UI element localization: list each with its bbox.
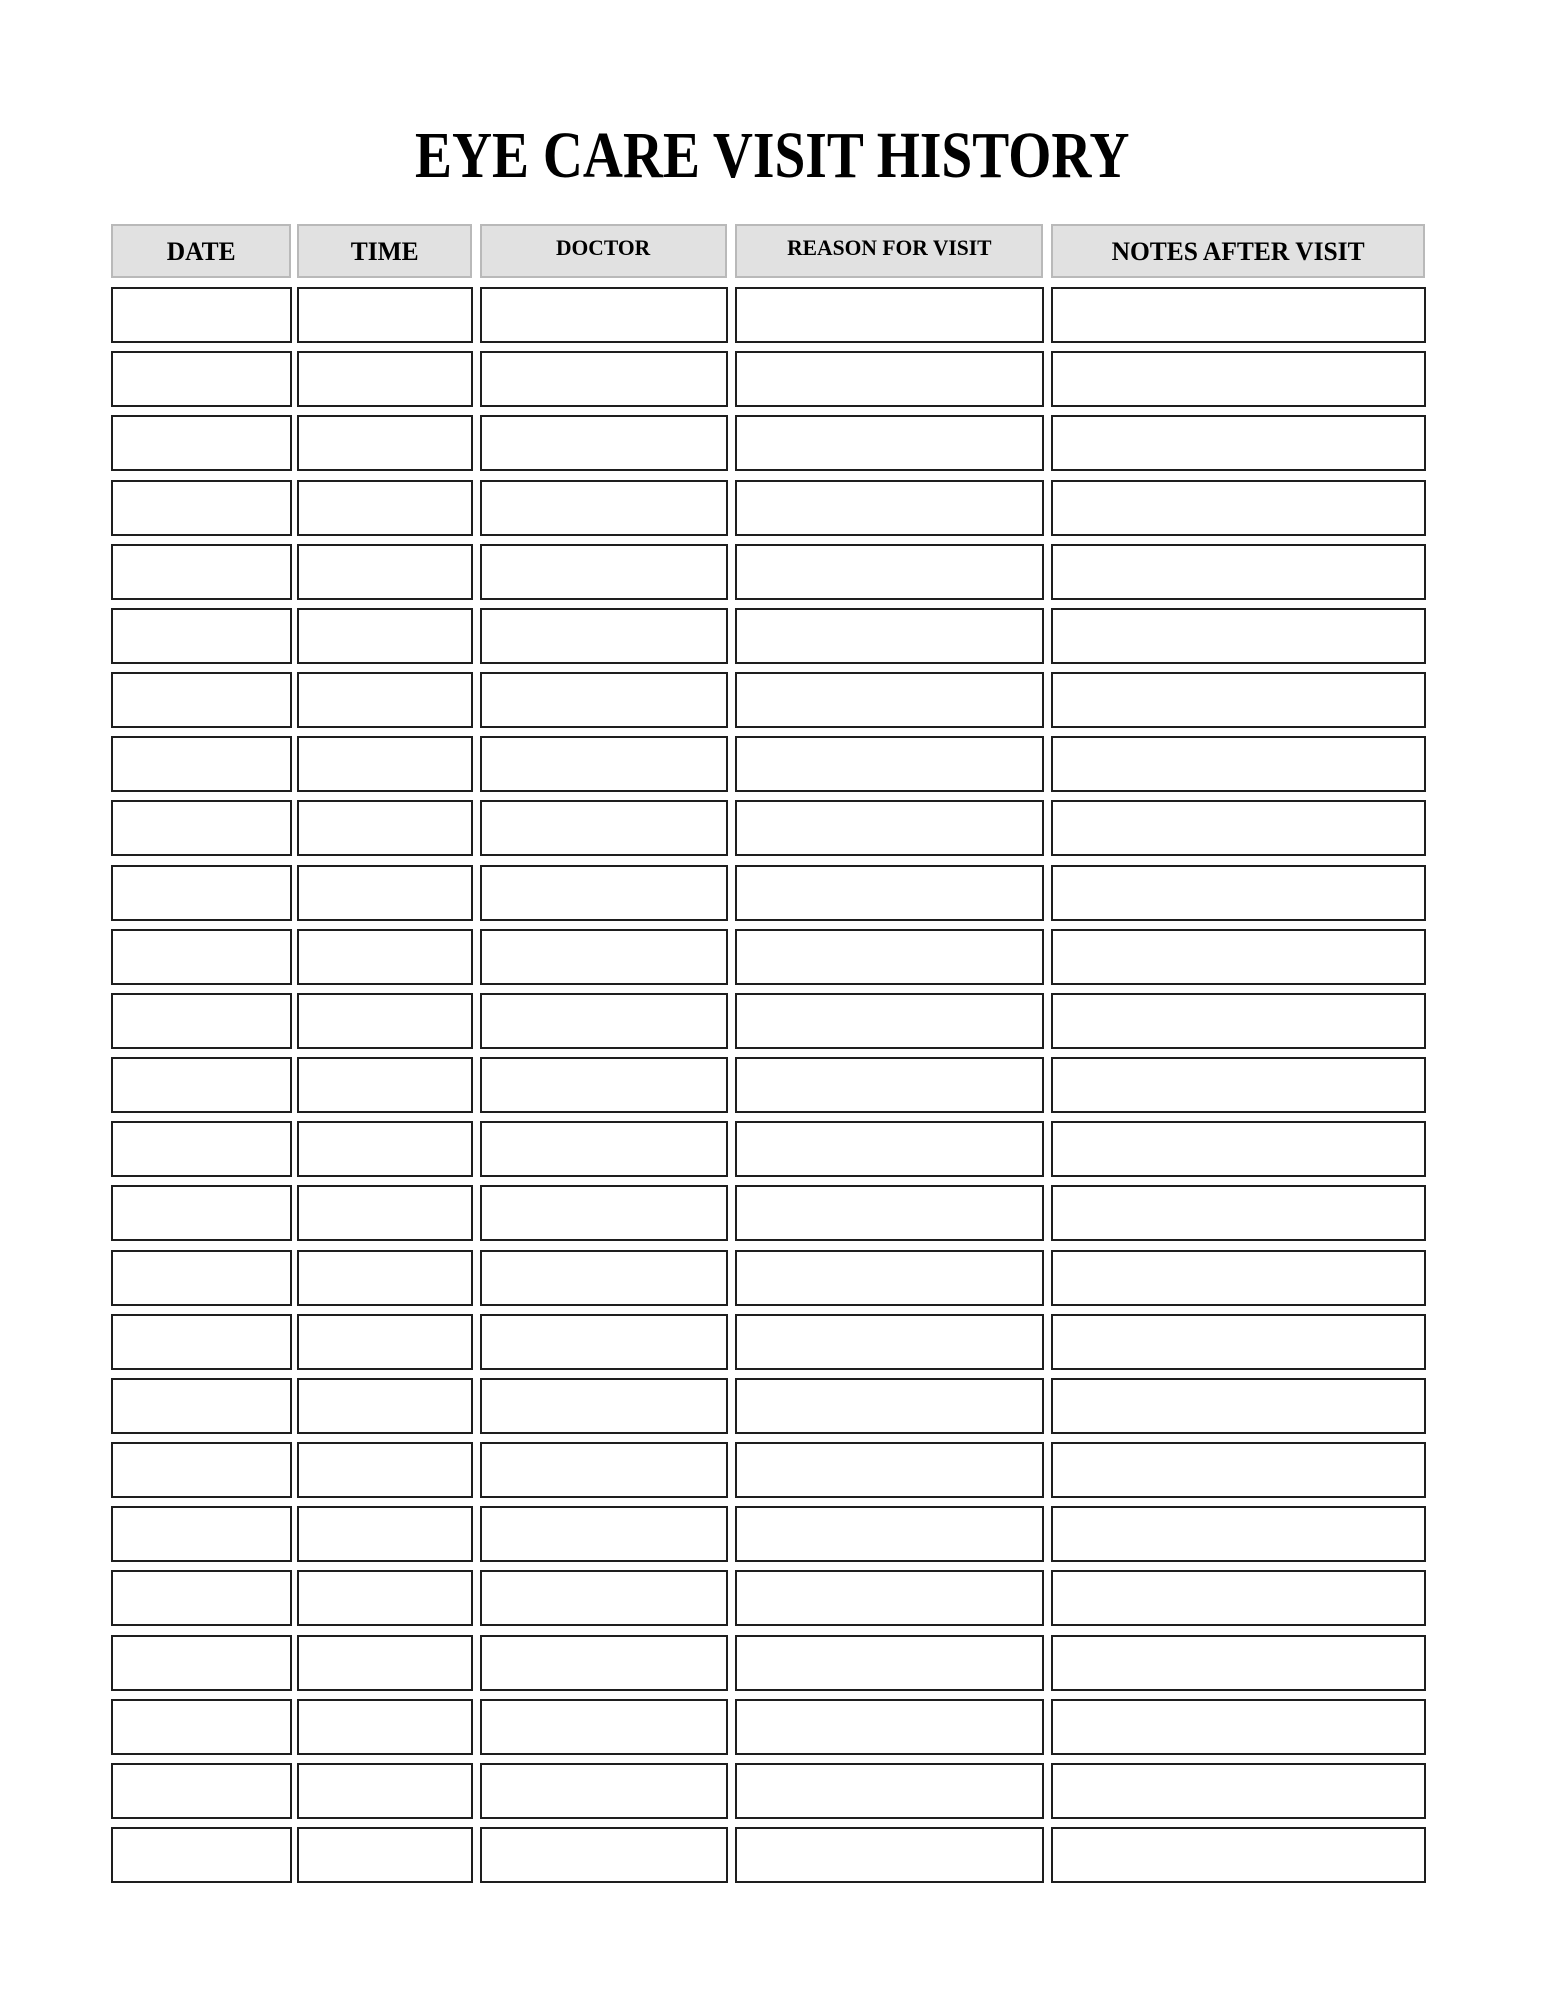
column-header-notes bbox=[1051, 224, 1425, 278]
entry-field-reason[interactable] bbox=[735, 1506, 1044, 1562]
entry-field-notes[interactable] bbox=[1051, 1763, 1426, 1819]
entry-field-time[interactable] bbox=[297, 480, 473, 536]
entry-field-notes[interactable] bbox=[1051, 1442, 1426, 1498]
entry-field-reason[interactable] bbox=[735, 608, 1044, 664]
entry-field-doctor[interactable] bbox=[480, 672, 728, 728]
entry-field-time[interactable] bbox=[297, 993, 473, 1049]
entry-field-time[interactable] bbox=[297, 1570, 473, 1626]
entry-field-time[interactable] bbox=[297, 1442, 473, 1498]
entry-field-time[interactable] bbox=[297, 351, 473, 407]
entry-field-date[interactable] bbox=[111, 1827, 292, 1883]
entry-field-reason[interactable] bbox=[735, 1442, 1044, 1498]
entry-field-doctor[interactable] bbox=[480, 1827, 728, 1883]
column-header-date bbox=[111, 224, 291, 278]
entry-field-date[interactable] bbox=[111, 1635, 292, 1691]
column-header-doctor-label: DOCTOR bbox=[556, 235, 651, 260]
entry-field-reason[interactable] bbox=[735, 1057, 1044, 1113]
entry-field-date[interactable] bbox=[111, 929, 292, 985]
entry-field-notes[interactable] bbox=[1051, 1378, 1426, 1434]
entry-field-time[interactable] bbox=[297, 1378, 473, 1434]
entry-field-notes[interactable] bbox=[1051, 1635, 1426, 1691]
column-header-date-label: DATE bbox=[166, 237, 236, 266]
entry-field-time[interactable] bbox=[297, 1314, 473, 1370]
entry-field-reason[interactable] bbox=[735, 929, 1044, 985]
page-title bbox=[0, 118, 1545, 194]
entry-field-reason[interactable] bbox=[735, 1763, 1044, 1819]
entry-field-date[interactable] bbox=[111, 1250, 292, 1306]
entry-field-notes[interactable] bbox=[1051, 993, 1426, 1049]
entry-field-doctor[interactable] bbox=[480, 1635, 728, 1691]
entry-field-date[interactable] bbox=[111, 1570, 292, 1626]
entry-field-reason[interactable] bbox=[735, 1314, 1044, 1370]
entry-field-reason[interactable] bbox=[735, 1570, 1044, 1626]
entry-field-doctor[interactable] bbox=[480, 1314, 728, 1370]
column-header-reason bbox=[735, 224, 1043, 278]
entry-field-reason[interactable] bbox=[735, 993, 1044, 1049]
entry-field-doctor[interactable] bbox=[480, 1185, 728, 1241]
entry-field-notes[interactable] bbox=[1051, 865, 1426, 921]
entry-field-time[interactable] bbox=[297, 736, 473, 792]
entry-field-doctor[interactable] bbox=[480, 736, 728, 792]
entry-field-notes[interactable] bbox=[1051, 287, 1426, 343]
entry-field-reason[interactable] bbox=[735, 1699, 1044, 1755]
entry-field-doctor[interactable] bbox=[480, 865, 728, 921]
entry-field-doctor[interactable] bbox=[480, 1506, 728, 1562]
page-title-text: EYE CARE VISIT HISTORY bbox=[415, 119, 1130, 192]
entry-field-notes[interactable] bbox=[1051, 736, 1426, 792]
entry-field-notes[interactable] bbox=[1051, 480, 1426, 536]
entry-field-time[interactable] bbox=[297, 1057, 473, 1113]
entry-field-time[interactable] bbox=[297, 1121, 473, 1177]
entry-field-time[interactable] bbox=[297, 1185, 473, 1241]
column-header-reason-label: REASON FOR VISIT bbox=[786, 235, 992, 260]
entry-field-notes[interactable] bbox=[1051, 1570, 1426, 1626]
entry-field-time[interactable] bbox=[297, 415, 473, 471]
entry-field-reason[interactable] bbox=[735, 1250, 1044, 1306]
entry-field-time[interactable] bbox=[297, 1506, 473, 1562]
entry-field-time[interactable] bbox=[297, 929, 473, 985]
entry-field-date[interactable] bbox=[111, 1763, 292, 1819]
entry-field-reason[interactable] bbox=[735, 1121, 1044, 1177]
column-header-doctor bbox=[480, 224, 727, 278]
entry-field-notes[interactable] bbox=[1051, 351, 1426, 407]
entry-field-date[interactable] bbox=[111, 1185, 292, 1241]
entry-field-date[interactable] bbox=[111, 865, 292, 921]
entry-field-time[interactable] bbox=[297, 1763, 473, 1819]
entry-field-date[interactable] bbox=[111, 672, 292, 728]
entry-field-notes[interactable] bbox=[1051, 1185, 1426, 1241]
entry-field-notes[interactable] bbox=[1051, 1057, 1426, 1113]
entry-field-date[interactable] bbox=[111, 480, 292, 536]
entry-field-reason[interactable] bbox=[735, 351, 1044, 407]
entry-field-date[interactable] bbox=[111, 1442, 292, 1498]
entry-field-reason[interactable] bbox=[735, 544, 1044, 600]
entry-field-doctor[interactable] bbox=[480, 608, 728, 664]
entry-field-notes[interactable] bbox=[1051, 800, 1426, 856]
entry-field-doctor[interactable] bbox=[480, 351, 728, 407]
entry-field-reason[interactable] bbox=[735, 865, 1044, 921]
entry-field-reason[interactable] bbox=[735, 1827, 1044, 1883]
entry-field-time[interactable] bbox=[297, 544, 473, 600]
entry-field-doctor[interactable] bbox=[480, 929, 728, 985]
entry-field-notes[interactable] bbox=[1051, 1699, 1426, 1755]
entry-field-reason[interactable] bbox=[735, 1185, 1044, 1241]
entry-field-reason[interactable] bbox=[735, 415, 1044, 471]
entry-field-date[interactable] bbox=[111, 1057, 292, 1113]
entry-field-date[interactable] bbox=[111, 1699, 292, 1755]
entry-field-time[interactable] bbox=[297, 672, 473, 728]
entry-field-doctor[interactable] bbox=[480, 1121, 728, 1177]
entry-field-notes[interactable] bbox=[1051, 929, 1426, 985]
entry-field-time[interactable] bbox=[297, 1635, 473, 1691]
entry-field-notes[interactable] bbox=[1051, 415, 1426, 471]
entry-field-doctor[interactable] bbox=[480, 1570, 728, 1626]
entry-field-date[interactable] bbox=[111, 993, 292, 1049]
entry-field-notes[interactable] bbox=[1051, 544, 1426, 600]
entry-field-doctor[interactable] bbox=[480, 1057, 728, 1113]
entry-field-reason[interactable] bbox=[735, 480, 1044, 536]
entry-field-notes[interactable] bbox=[1051, 1827, 1426, 1883]
entry-field-notes[interactable] bbox=[1051, 1250, 1426, 1306]
entry-field-time[interactable] bbox=[297, 287, 473, 343]
entry-field-notes[interactable] bbox=[1051, 1121, 1426, 1177]
entry-field-notes[interactable] bbox=[1051, 672, 1426, 728]
entry-field-doctor[interactable] bbox=[480, 415, 728, 471]
entry-field-date[interactable] bbox=[111, 608, 292, 664]
entry-field-date[interactable] bbox=[111, 1378, 292, 1434]
entry-field-reason[interactable] bbox=[735, 1635, 1044, 1691]
entry-field-date[interactable] bbox=[111, 1506, 292, 1562]
entry-field-date[interactable] bbox=[111, 736, 292, 792]
entry-field-reason[interactable] bbox=[735, 1378, 1044, 1434]
entry-field-time[interactable] bbox=[297, 608, 473, 664]
column-header-time bbox=[297, 224, 472, 278]
entry-field-notes[interactable] bbox=[1051, 608, 1426, 664]
entry-field-reason[interactable] bbox=[735, 672, 1044, 728]
entry-field-time[interactable] bbox=[297, 1250, 473, 1306]
entry-field-doctor[interactable] bbox=[480, 1378, 728, 1434]
entry-field-date[interactable] bbox=[111, 1314, 292, 1370]
entry-field-doctor[interactable] bbox=[480, 1442, 728, 1498]
entry-field-reason[interactable] bbox=[735, 287, 1044, 343]
entry-field-reason[interactable] bbox=[735, 800, 1044, 856]
entry-field-doctor[interactable] bbox=[480, 287, 728, 343]
entry-field-doctor[interactable] bbox=[480, 800, 728, 856]
entry-field-doctor[interactable] bbox=[480, 1250, 728, 1306]
column-header-time-label: TIME bbox=[350, 237, 419, 266]
entry-field-time[interactable] bbox=[297, 800, 473, 856]
entry-field-time[interactable] bbox=[297, 1699, 473, 1755]
column-header-notes-label: NOTES AFTER VISIT bbox=[1111, 237, 1365, 266]
entry-field-doctor[interactable] bbox=[480, 480, 728, 536]
entry-field-date[interactable] bbox=[111, 544, 292, 600]
entry-field-doctor[interactable] bbox=[480, 993, 728, 1049]
entry-field-doctor[interactable] bbox=[480, 1699, 728, 1755]
entry-field-date[interactable] bbox=[111, 351, 292, 407]
entry-field-time[interactable] bbox=[297, 865, 473, 921]
entry-field-time[interactable] bbox=[297, 1827, 473, 1883]
entry-field-notes[interactable] bbox=[1051, 1506, 1426, 1562]
entry-field-date[interactable] bbox=[111, 415, 292, 471]
entry-field-date[interactable] bbox=[111, 287, 292, 343]
entry-field-doctor[interactable] bbox=[480, 1763, 728, 1819]
entry-field-notes[interactable] bbox=[1051, 1314, 1426, 1370]
entry-field-doctor[interactable] bbox=[480, 544, 728, 600]
entry-field-date[interactable] bbox=[111, 1121, 292, 1177]
entry-field-date[interactable] bbox=[111, 800, 292, 856]
entry-field-reason[interactable] bbox=[735, 736, 1044, 792]
